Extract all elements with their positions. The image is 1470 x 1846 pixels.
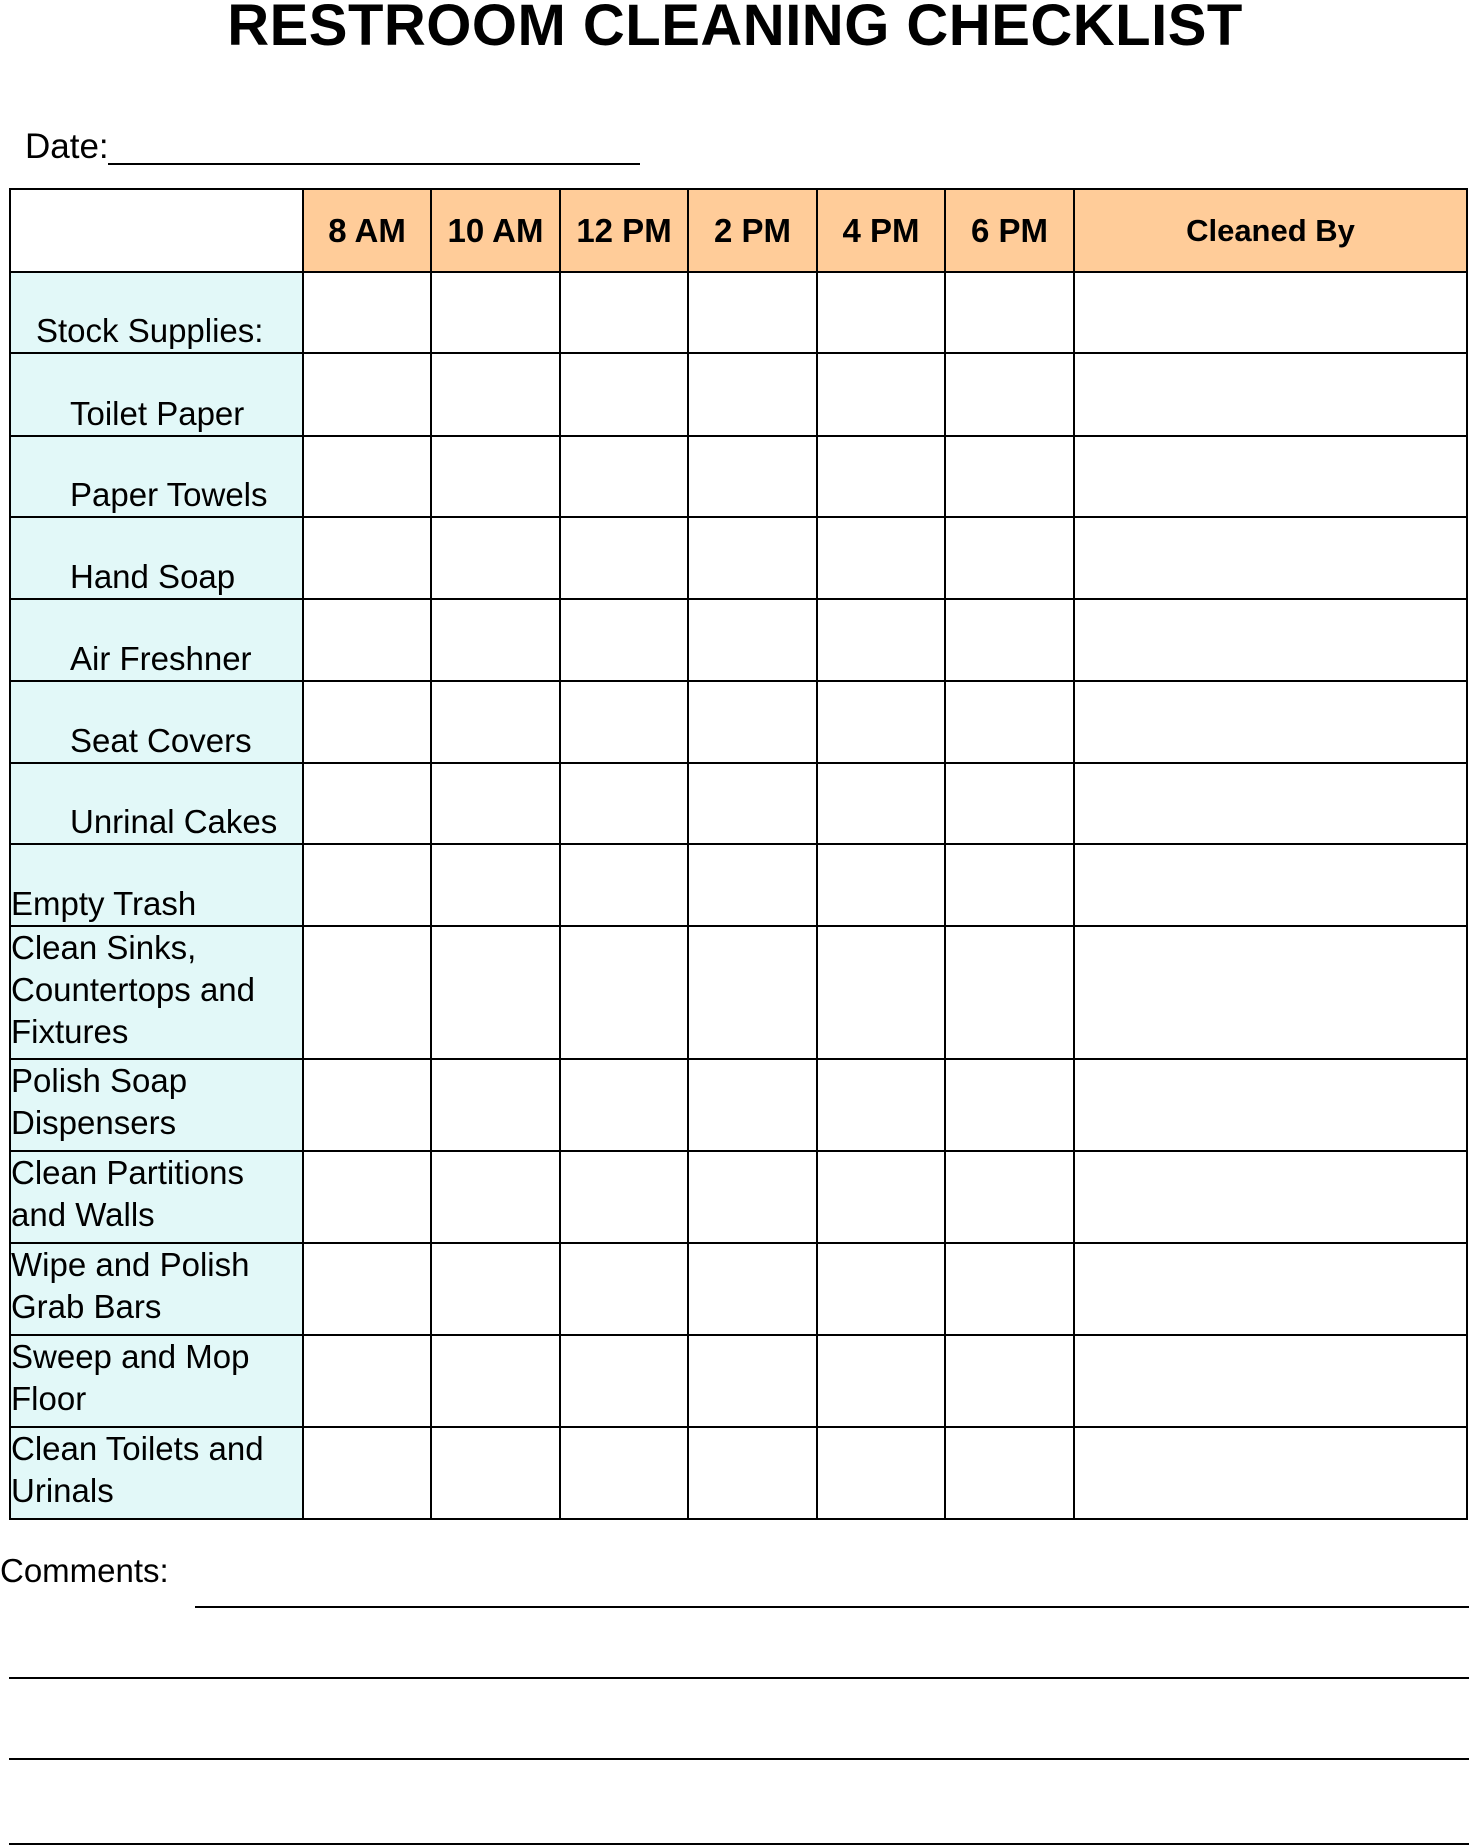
comments-label: Comments:: [0, 1552, 169, 1589]
check-cell[interactable]: [431, 763, 560, 844]
check-cell[interactable]: [303, 1427, 431, 1519]
check-cell[interactable]: [560, 436, 688, 517]
check-cell[interactable]: [688, 1059, 817, 1151]
table-row: [10, 517, 1467, 599]
check-cell[interactable]: [945, 436, 1074, 517]
column-header-10am: 10 AM: [431, 189, 560, 272]
check-cell[interactable]: [560, 1243, 688, 1335]
task-label: Clean Partitions and Walls: [10, 1151, 303, 1243]
check-cell[interactable]: [945, 272, 1074, 353]
check-cell[interactable]: [431, 353, 560, 436]
cleaned-by-cell[interactable]: [1074, 436, 1467, 517]
check-cell[interactable]: [945, 926, 1074, 1059]
date-field-line[interactable]: [108, 163, 640, 165]
check-cell[interactable]: [431, 681, 560, 763]
check-cell[interactable]: [431, 926, 560, 1059]
corner-cell: [10, 189, 303, 272]
task-label: Hand Soap: [10, 517, 303, 599]
check-cell[interactable]: [945, 1427, 1074, 1519]
check-cell[interactable]: [817, 926, 945, 1059]
column-header-2pm: 2 PM: [688, 189, 817, 272]
check-cell[interactable]: [688, 1335, 817, 1427]
check-cell[interactable]: [431, 517, 560, 599]
comments-line[interactable]: [9, 1677, 1469, 1679]
check-cell[interactable]: [560, 1059, 688, 1151]
column-header-cleaned-by: Cleaned By: [1074, 189, 1467, 272]
check-cell[interactable]: [431, 1427, 560, 1519]
check-cell[interactable]: [560, 1151, 688, 1243]
check-cell[interactable]: [688, 1243, 817, 1335]
check-cell[interactable]: [817, 763, 945, 844]
check-cell[interactable]: [688, 926, 817, 1059]
check-cell[interactable]: [560, 272, 688, 353]
check-cell[interactable]: [945, 353, 1074, 436]
comments-line[interactable]: [9, 1758, 1469, 1760]
check-cell[interactable]: [688, 1151, 817, 1243]
task-label: Polish Soap Dispensers: [10, 1059, 303, 1151]
check-cell[interactable]: [817, 1059, 945, 1151]
check-cell[interactable]: [303, 517, 431, 599]
check-cell[interactable]: [945, 681, 1074, 763]
check-cell[interactable]: [431, 599, 560, 681]
task-label: Unrinal Cakes: [10, 763, 303, 844]
check-cell[interactable]: [303, 599, 431, 681]
check-cell[interactable]: [945, 844, 1074, 926]
check-cell[interactable]: [303, 272, 431, 353]
check-cell[interactable]: [431, 436, 560, 517]
task-label: Stock Supplies:: [10, 272, 303, 353]
check-cell[interactable]: [817, 599, 945, 681]
check-cell[interactable]: [560, 1335, 688, 1427]
cleaned-by-cell[interactable]: [1074, 763, 1467, 844]
check-cell[interactable]: [303, 1151, 431, 1243]
check-cell[interactable]: [560, 763, 688, 844]
checklist-table: [9, 188, 1468, 1520]
check-cell[interactable]: [817, 517, 945, 599]
check-cell[interactable]: [945, 1335, 1074, 1427]
table-row: [10, 926, 1467, 1059]
cleaned-by-cell[interactable]: [1074, 926, 1467, 1059]
cleaned-by-cell[interactable]: [1074, 1335, 1467, 1427]
check-cell[interactable]: [817, 353, 945, 436]
check-cell[interactable]: [431, 844, 560, 926]
check-cell[interactable]: [945, 599, 1074, 681]
table-row: [10, 681, 1467, 763]
check-cell[interactable]: [560, 1427, 688, 1519]
cleaned-by-cell[interactable]: [1074, 681, 1467, 763]
cleaned-by-cell[interactable]: [1074, 272, 1467, 353]
check-cell[interactable]: [945, 763, 1074, 844]
check-cell[interactable]: [688, 681, 817, 763]
check-cell[interactable]: [817, 272, 945, 353]
check-cell[interactable]: [303, 436, 431, 517]
check-cell[interactable]: [431, 272, 560, 353]
cleaned-by-cell[interactable]: [1074, 599, 1467, 681]
table-row: [10, 353, 1467, 436]
table-row: [10, 436, 1467, 517]
check-cell[interactable]: [303, 1059, 431, 1151]
check-cell[interactable]: [431, 1059, 560, 1151]
check-cell[interactable]: [303, 1243, 431, 1335]
cleaned-by-cell[interactable]: [1074, 1059, 1467, 1151]
column-header-12pm: 12 PM: [560, 189, 688, 272]
check-cell[interactable]: [688, 272, 817, 353]
check-cell[interactable]: [945, 517, 1074, 599]
task-label: Empty Trash: [10, 844, 303, 926]
check-cell[interactable]: [303, 681, 431, 763]
check-cell[interactable]: [431, 1243, 560, 1335]
check-cell[interactable]: [688, 763, 817, 844]
check-cell[interactable]: [945, 1059, 1074, 1151]
check-cell[interactable]: [817, 1427, 945, 1519]
task-label: Air Freshner: [10, 599, 303, 681]
task-label: Wipe and Polish Grab Bars: [10, 1243, 303, 1335]
check-cell[interactable]: [431, 1335, 560, 1427]
table-row: [10, 599, 1467, 681]
table-row: [10, 272, 1467, 353]
check-cell[interactable]: [560, 353, 688, 436]
check-cell[interactable]: [303, 763, 431, 844]
check-cell[interactable]: [688, 599, 817, 681]
check-cell[interactable]: [817, 844, 945, 926]
check-cell[interactable]: [688, 517, 817, 599]
table-row: [10, 1335, 1467, 1427]
check-cell[interactable]: [817, 436, 945, 517]
check-cell[interactable]: [560, 599, 688, 681]
cleaned-by-cell[interactable]: [1074, 1151, 1467, 1243]
column-header-8am: 8 AM: [303, 189, 431, 272]
check-cell[interactable]: [817, 1335, 945, 1427]
table-row: [10, 763, 1467, 844]
check-cell[interactable]: [560, 844, 688, 926]
check-cell[interactable]: [945, 1243, 1074, 1335]
comments-line[interactable]: [9, 1843, 1469, 1845]
column-header-6pm: 6 PM: [945, 189, 1074, 272]
check-cell[interactable]: [560, 517, 688, 599]
table-row: [10, 844, 1467, 926]
cleaned-by-cell[interactable]: [1074, 844, 1467, 926]
column-header-4pm: 4 PM: [817, 189, 945, 272]
check-cell[interactable]: [688, 353, 817, 436]
task-label: Seat Covers: [10, 681, 303, 763]
check-cell[interactable]: [303, 353, 431, 436]
task-label: Paper Towels: [10, 436, 303, 517]
date-label: Date:: [25, 127, 109, 166]
check-cell[interactable]: [431, 1151, 560, 1243]
check-cell[interactable]: [688, 436, 817, 517]
check-cell[interactable]: [560, 681, 688, 763]
page-title: RESTROOM CLEANING CHECKLIST: [227, 0, 1243, 58]
check-cell[interactable]: [817, 1151, 945, 1243]
cleaned-by-cell[interactable]: [1074, 1427, 1467, 1519]
check-cell[interactable]: [303, 844, 431, 926]
table-row: [10, 1427, 1467, 1519]
task-label: Clean Sinks, Countertops and Fixtures: [10, 926, 303, 1059]
task-label: Sweep and Mop Floor: [10, 1335, 303, 1427]
cleaned-by-cell[interactable]: [1074, 353, 1467, 436]
cleaned-by-cell[interactable]: [1074, 517, 1467, 599]
task-label: Toilet Paper: [10, 353, 303, 436]
comments-line[interactable]: [195, 1606, 1469, 1608]
check-cell[interactable]: [688, 1427, 817, 1519]
table-row: [10, 1151, 1467, 1243]
check-cell[interactable]: [303, 1335, 431, 1427]
check-cell[interactable]: [560, 926, 688, 1059]
check-cell[interactable]: [688, 844, 817, 926]
check-cell[interactable]: [945, 1151, 1074, 1243]
check-cell[interactable]: [303, 926, 431, 1059]
header-row: [10, 189, 1467, 272]
cleaned-by-cell[interactable]: [1074, 1243, 1467, 1335]
table-row: [10, 1059, 1467, 1151]
check-cell[interactable]: [817, 681, 945, 763]
check-cell[interactable]: [817, 1243, 945, 1335]
table-row: [10, 1243, 1467, 1335]
task-label: Clean Toilets and Urinals: [10, 1427, 303, 1519]
